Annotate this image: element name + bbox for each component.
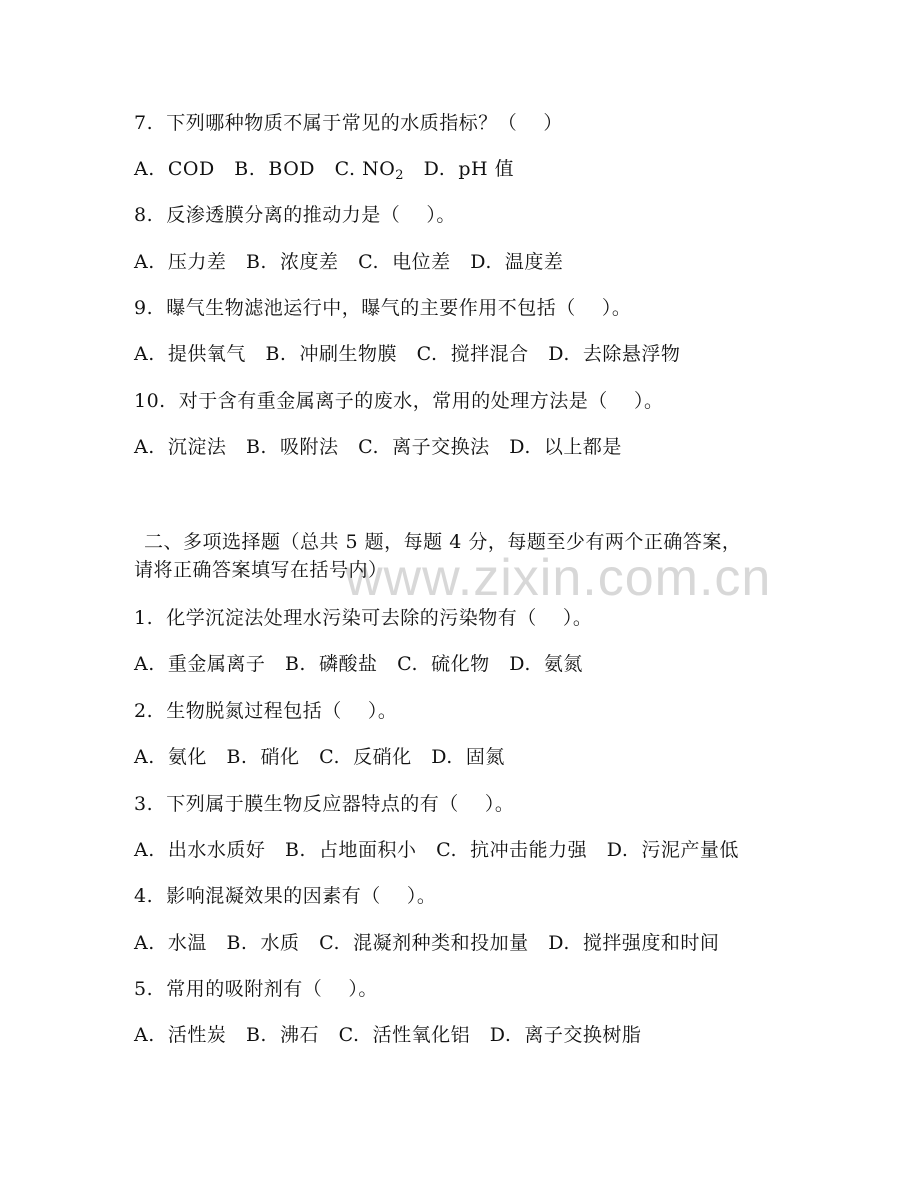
section-heading-cont: 请将正确答案填写在括号内） [134, 559, 388, 581]
mc-question-2: 2. 生物脱氮过程包括（ ）。 [134, 700, 398, 722]
question-7-options [134, 157, 514, 188]
section-heading: 二、多项选择题（总共 5 题，每题 4 分，每题至少有两个正确答案， [144, 531, 742, 553]
question-8-options: A. 压力差 B. 浓度差 C. 电位差 D. 温度差 [134, 251, 564, 273]
subscript: 2 [395, 168, 405, 183]
question-10: 10. 对于含有重金属离子的废水，常用的处理方法是（ ）。 [134, 390, 664, 412]
mc-question-1-options: A. 重金属离子 B. 磷酸盐 C. 硫化物 D. 氨氮 [134, 653, 583, 675]
question-9: 9. 曝气生物滤池运行中，曝气的主要作用不包括（ ）。 [134, 297, 632, 319]
mc-question-1: 1. 化学沉淀法处理水污染可去除的污染物有（ ）。 [134, 607, 593, 629]
question-7-options-tail: D. pH 值 [404, 158, 515, 180]
mc-question-4: 4. 影响混凝效果的因素有（ ）。 [134, 885, 437, 907]
mc-question-3-options: A. 出水水质好 B. 占地面积小 C. 抗冲击能力强 D. 污泥产量低 [134, 839, 739, 861]
mc-question-5: 5. 常用的吸附剂有（ ）。 [134, 978, 378, 1000]
question-8: 8. 反渗透膜分离的推动力是（ ）。 [134, 204, 456, 226]
mc-question-3: 3. 下列属于膜生物反应器特点的有（ ）。 [134, 793, 515, 815]
question-7-options-main: A. COD B. BOD C. NO [134, 158, 396, 180]
watermark: www.zixin.com.cn [345, 549, 772, 607]
question-9-options: A. 提供氧气 B. 冲刷生物膜 C. 搅拌混合 D. 去除悬浮物 [134, 343, 681, 365]
question-7: 7. 下列哪种物质不属于常见的水质指标？（ ） [134, 112, 563, 134]
mc-question-5-options: A. 活性炭 B. 沸石 C. 活性氧化铝 D. 离子交换树脂 [134, 1024, 642, 1046]
question-10-options: A. 沉淀法 B. 吸附法 C. 离子交换法 D. 以上都是 [134, 436, 622, 458]
mc-question-2-options: A. 氨化 B. 硝化 C. 反硝化 D. 固氮 [134, 746, 505, 768]
mc-question-4-options: A. 水温 B. 水质 C. 混凝剂种类和投加量 D. 搅拌强度和时间 [134, 932, 720, 954]
